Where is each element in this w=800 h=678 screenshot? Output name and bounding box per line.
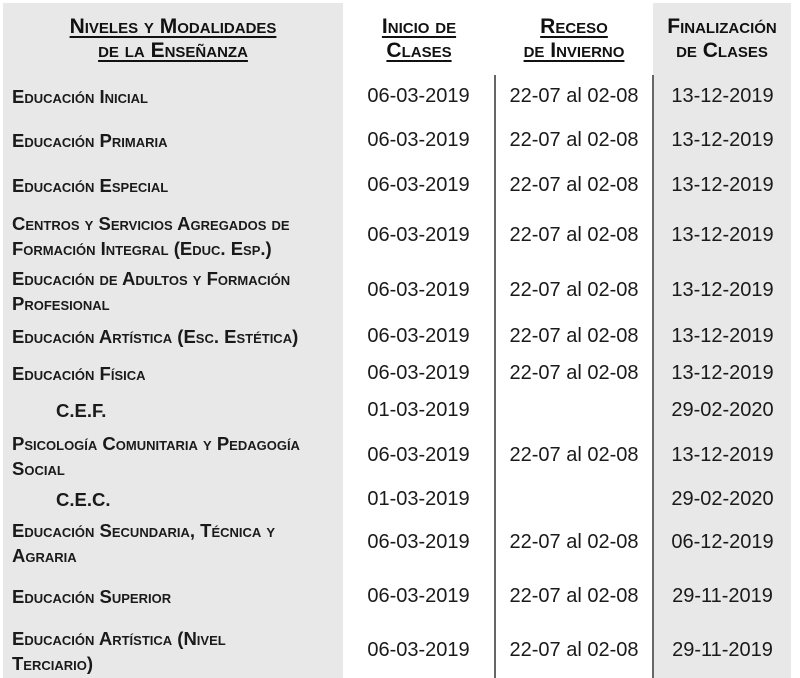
header-inicio: Inicio de Clases [343,3,495,75]
inicio-cell: 06-03-2019 [343,75,495,118]
table-row [3,515,791,570]
table-row [3,208,791,263]
table-row [3,355,791,392]
fin-cell: 13-12-2019 [653,118,791,163]
inicio-cell: 06-03-2019 [343,318,495,355]
nivel-line: Centros y Servicios Agregados de [12,212,290,234]
header-row [3,3,791,75]
nivel-cell: C.E.F. [3,392,343,428]
receso-cell: 22-07 al 02-08 [495,208,653,263]
inicio-cell: 06-03-2019 [343,428,495,483]
fin-cell: 29-11-2019 [653,570,791,623]
table-row [3,75,791,118]
receso-cell: 22-07 al 02-08 [495,75,653,118]
fin-cell: 13-12-2019 [653,208,791,263]
inicio-cell: 01-03-2019 [343,392,495,428]
inicio-cell: 01-03-2019 [343,483,495,515]
inicio-cell: 06-03-2019 [343,263,495,318]
receso-cell: 22-07 al 02-08 [495,623,653,678]
fin-cell: 29-02-2020 [653,392,791,428]
inicio-cell: 06-03-2019 [343,515,495,570]
nivel-cell [3,515,343,570]
table-row [3,570,791,623]
fin-cell: 13-12-2019 [653,75,791,118]
table-row [3,483,791,515]
table-row [3,163,791,208]
table-row [3,263,791,318]
nivel-line: Educación Artística (Nivel [12,627,226,649]
nivel-cell: C.E.C. [3,483,343,515]
nivel-cell [3,208,343,263]
nivel-cell: Educación Física [3,355,343,392]
nivel-line: Formación Integral (Educ. Esp.) [12,237,272,259]
fin-cell: 13-12-2019 [653,163,791,208]
receso-cell: 22-07 al 02-08 [495,570,653,623]
receso-cell: 22-07 al 02-08 [495,118,653,163]
inicio-cell: 06-03-2019 [343,355,495,392]
nivel-line: Social [12,457,65,479]
nivel-cell: Educación Inicial [3,75,343,118]
school-calendar-table [3,3,791,678]
table-row [3,428,791,483]
receso-cell: 22-07 al 02-08 [495,318,653,355]
nivel-cell [3,428,343,483]
receso-cell: 22-07 al 02-08 [495,515,653,570]
receso-cell [495,483,653,515]
fin-cell: 13-12-2019 [653,355,791,392]
nivel-cell: Educación Especial [3,163,343,208]
inicio-cell: 06-03-2019 [343,623,495,678]
nivel-cell [3,623,343,678]
nivel-line: Psicología Comunitaria y Pedagogía [12,432,300,454]
table-row [3,118,791,163]
header-nivel: Niveles y Modalidades de la Enseñanza [3,3,343,75]
fin-cell: 13-12-2019 [653,318,791,355]
nivel-cell: Educación Artística (Esc. Estética) [3,318,343,355]
inicio-cell: 06-03-2019 [343,208,495,263]
table-row [3,623,791,678]
table-row [3,318,791,355]
fin-cell: 29-11-2019 [653,623,791,678]
fin-cell: 13-12-2019 [653,263,791,318]
receso-cell: 22-07 al 02-08 [495,428,653,483]
fin-cell: 13-12-2019 [653,428,791,483]
nivel-line: Educación Secundaria, Técnica y [12,519,276,541]
fin-cell: 29-02-2020 [653,483,791,515]
inicio-cell: 06-03-2019 [343,570,495,623]
nivel-cell: Educación Superior [3,570,343,623]
receso-cell: 22-07 al 02-08 [495,263,653,318]
receso-cell: 22-07 al 02-08 [495,163,653,208]
table-row [3,392,791,428]
receso-cell [495,392,653,428]
receso-cell: 22-07 al 02-08 [495,355,653,392]
header-receso: Receso de Invierno [495,3,653,75]
nivel-cell: Educación Primaria [3,118,343,163]
inicio-cell: 06-03-2019 [343,118,495,163]
nivel-line: Profesional [12,292,110,314]
fin-cell: 06-12-2019 [653,515,791,570]
nivel-line: Terciario) [12,652,94,674]
nivel-cell [3,263,343,318]
header-finalizacion: Finalización de Clases [653,3,791,75]
nivel-line: Agraria [12,544,77,566]
nivel-line: Educación de Adultos y Formación [12,267,291,289]
inicio-cell: 06-03-2019 [343,163,495,208]
